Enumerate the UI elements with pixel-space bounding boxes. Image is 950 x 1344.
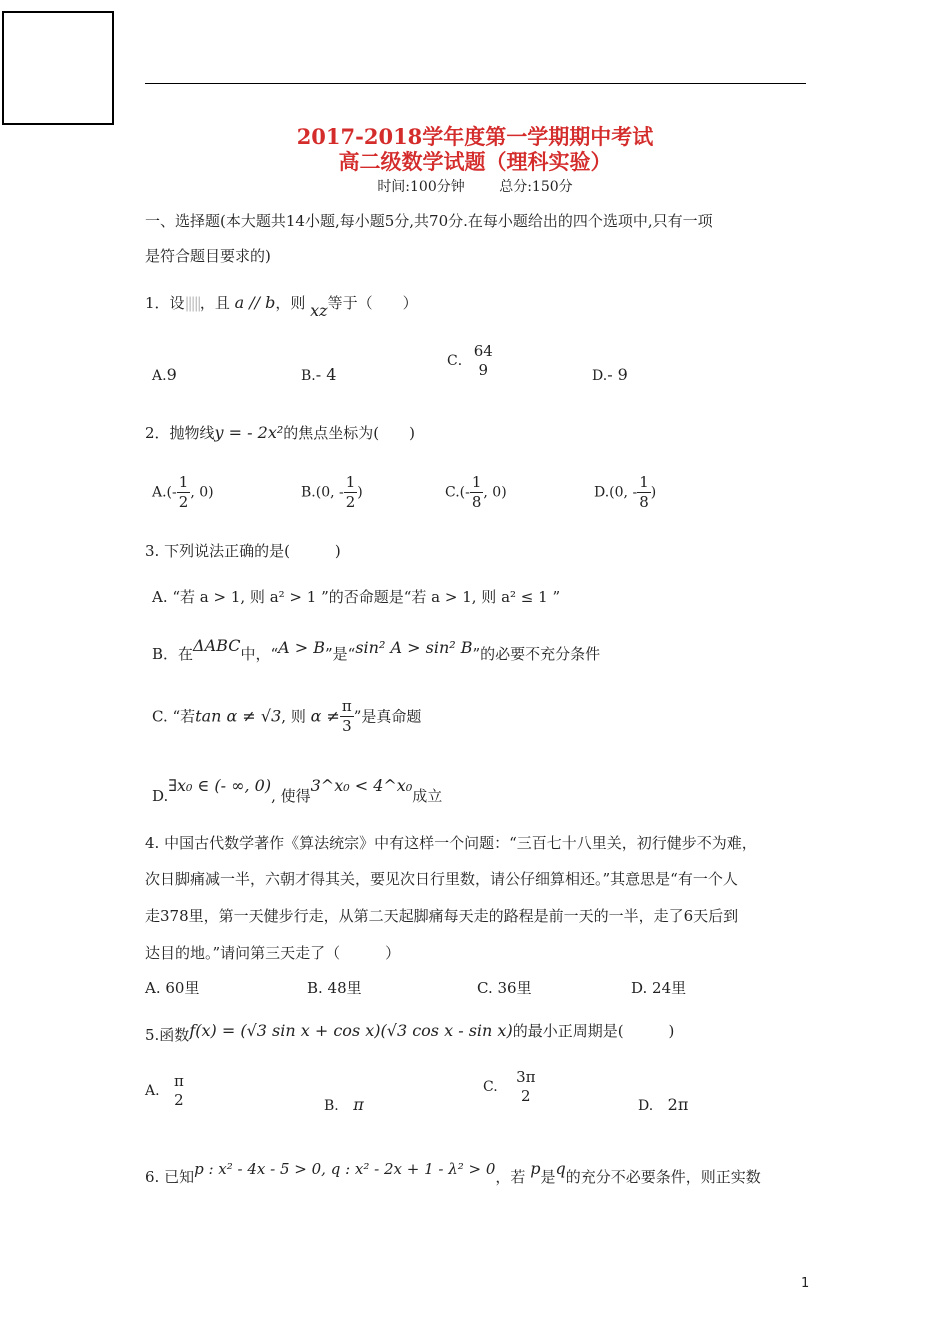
q3-option-c: C. “若tan α ≠ √3, 则 α ≠ $\frac{\pi}{3}$ ”是真命题 [152,697,422,735]
q4-option-a: A. 60里 [145,979,200,997]
q3-stem: 3. 下列说法正确的是( ) [145,542,341,560]
q4-line-1: 4. 中国古代数学著作《算法统宗》中有这样一个问题：“三百七十八里关，初行健步不为难， [145,834,757,852]
q4-option-c: C. 36里 [477,979,532,997]
q5-stem: 5.函数f(x) = (√3 sin x + cos x)(√3 cos x - sin x)的最小正周期是( ) [145,1021,675,1044]
q1-condition: a // b [234,293,276,312]
q1-var: xz [310,301,328,320]
q5-option-c: C. 3π 2 [483,1068,536,1105]
q5-option-d: D. 2π [638,1095,689,1114]
q3-option-a: A. “若 a > 1, 则 a² > 1 ”的否命题是“若 a > 1, 则 a² ≤ 1 ” [152,588,561,606]
q2-option-d: D.(0, - $\frac{1}{8}$ ) [594,473,657,511]
q5-option-a: A. π 2 [145,1072,184,1109]
corner-box [2,11,114,125]
q1-option-d: D.- 9 [592,365,628,384]
q4-line-3: 走378里，第一天健步行走，从第二天起脚痛每天走的路程是前一天的一半，走了6天后到 [145,907,739,925]
q6-expr: p : x² - 4x - 5 > 0, q : x² - 2x + 1 - λ² > 0 [194,1160,496,1178]
q2-stem: 2．抛物线y = - 2x²的焦点坐标为( ) [145,423,415,442]
exam-time: 时间:100分钟 [377,179,465,195]
q4-option-b: B. 48里 [307,979,362,997]
q5-option-b: B. π [324,1095,364,1114]
exam-title: 2017-2018学年度第一学期期中考试 [296,124,654,149]
q2-option-b: B.(0, - $\frac{1}{2}$ ) [301,473,363,511]
q4-option-d: D. 24里 [631,979,687,997]
q6-stem: 6. 已知p : x² - 4x - 5 > 0, q : x² - 2x + 1 - λ² > 0，若 p是q的充分不必要条件，则正实数 [145,1159,761,1186]
q2-option-c: C.(- $\frac{1}{8}$ , 0) [445,473,507,511]
q5-expr: f(x) = (√3 sin x + cos x)(√3 cos x - sin x) [189,1021,513,1040]
q1-stem: 1．设|||||，且 a // b，则 xz等于（ ） [145,293,418,320]
q1-option-a: A.9 [152,365,177,384]
q1-option-c: C． 64 9 [447,342,493,379]
header-rule [145,83,806,84]
section-intro-1: 一、选择题(本大题共14小题,每小题5分,共70分.在每小题给出的四个选项中,只有一项 [145,212,713,230]
exam-meta [0,177,950,197]
q3-option-d: D.∃x₀ ∈ (- ∞, 0), 使得3^x₀ < 4^x₀成立 [152,776,443,805]
q3-option-b: B．在ΔABC中，“A > B”是“sin² A > sin² B”的必要不充分条件 [152,636,601,663]
exam-subtitle: 高二级数学试题（理科实验） [338,149,612,174]
q4-line-4: 达目的地。”请问第三天走了（ ） [145,944,401,962]
q2-expr: y = - 2x² [214,423,284,442]
exam-total: 总分:150分 [499,179,573,195]
q1-option-b: B.- 4 [301,365,337,384]
section-intro-2: 是符合题目要求的) [145,247,271,265]
q4-line-2: 次日脚痛减一半，六朝才得其关，要见次日行里数，请公仔细算相还。”其意思是“有一个人 [145,870,738,888]
page-number: 1 [801,1276,810,1291]
q2-option-a: A.(- $\frac{1}{2}$ , 0) [152,473,214,511]
